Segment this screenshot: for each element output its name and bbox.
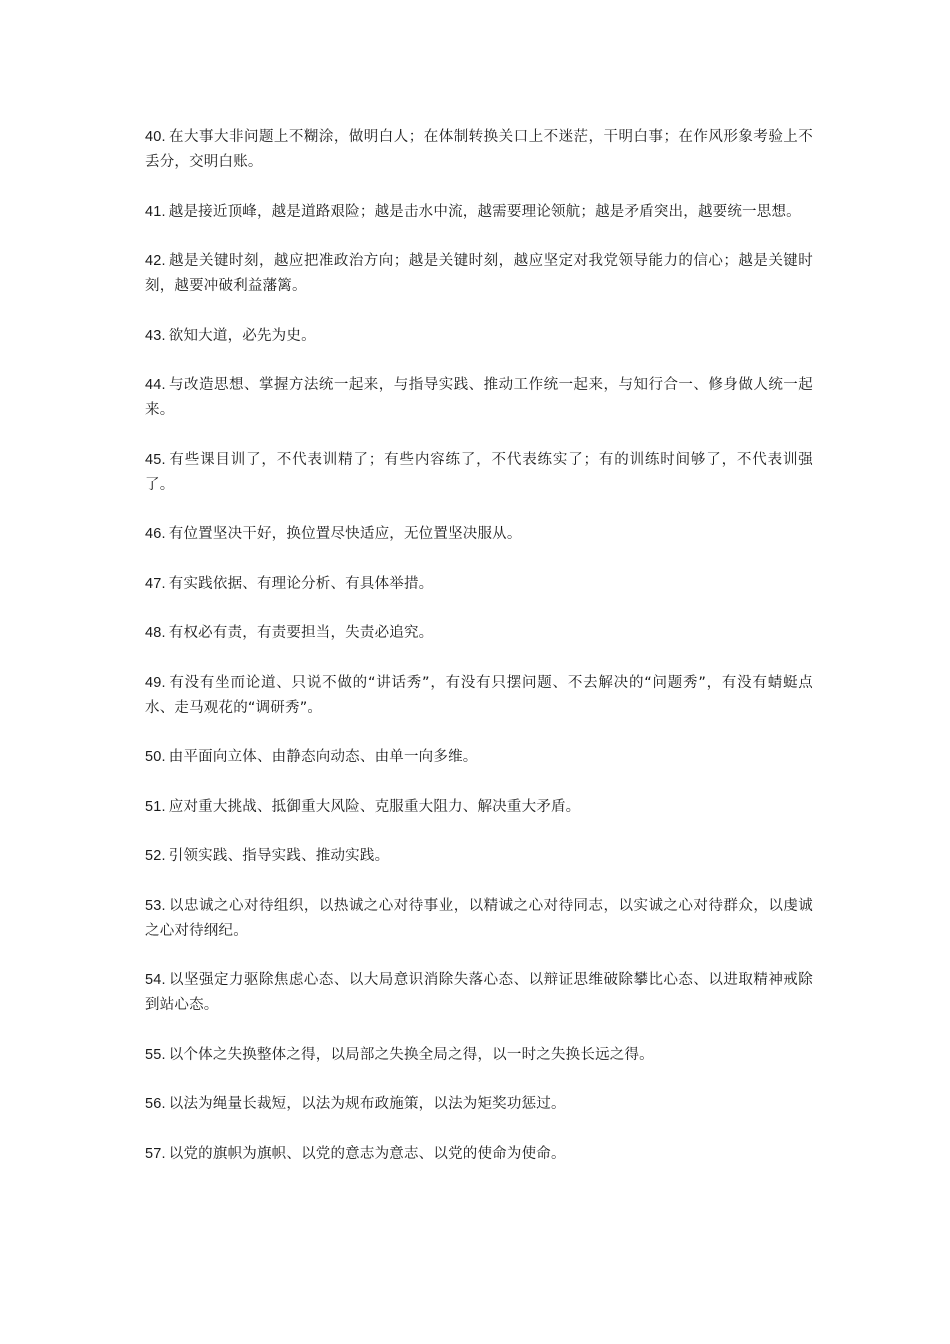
- item-number: 47.: [145, 575, 166, 592]
- item-number: 46.: [145, 526, 166, 542]
- item-text: 有位置坚决干好，换位置尽快适应，无位置坚决服从。: [168, 526, 522, 542]
- list-item: [145, 844, 813, 869]
- item-number: 52.: [145, 848, 166, 864]
- item-text: 以个体之失换整体之得，以局部之失换全局之得，以一时之失换长远之得。: [168, 1046, 654, 1063]
- item-number: 56.: [145, 1096, 166, 1112]
- item-number: 50.: [145, 749, 166, 765]
- item-text: 由平面向立体、由静态向动态、由单一向多维。: [168, 749, 478, 765]
- list-item: [145, 671, 813, 721]
- item-text: 与改造思想、掌握方法统一起来，与指导实践、推动工作统一起来，与知行合一、修身做人统一起来。: [145, 377, 813, 418]
- item-text: 以忠诚之心对待组织，以热诚之心对待事业，以精诚之心对待同志，以实诚之心对待群众，以虔诚之心对待纲纪。: [145, 897, 813, 939]
- item-text: 应对重大挑战、抵御重大风险、克服重大阻力、解决重大矛盾。: [168, 798, 581, 815]
- item-number: 51.: [145, 798, 166, 815]
- item-number: 48.: [145, 625, 166, 641]
- item-text: 欲知大道，必先为史。: [168, 327, 316, 344]
- item-number: 54.: [145, 972, 166, 988]
- list-item: [145, 448, 813, 498]
- item-text: 越是接近顶峰，越是道路艰险；越是击水中流，越需要理论领航；越是矛盾突出，越要统一思想。: [168, 203, 801, 220]
- item-number: 42.: [145, 253, 166, 269]
- item-text: 以法为绳量长裁短，以法为规布政施策，以法为矩奖功惩过。: [168, 1096, 566, 1112]
- list-item: [145, 795, 813, 820]
- list-item: [145, 249, 813, 299]
- item-number: 43.: [145, 327, 166, 344]
- item-text: 有些课目训了，不代表训精了；有些内容练了，不代表练实了；有的训练时间够了，不代表训强了。: [145, 451, 813, 493]
- item-text: 在大事大非问题上不糊涂，做明白人；在体制转换关口上不迷茫，干明白事；在作风形象考验上不丢分，交明白账。: [145, 129, 813, 170]
- item-number: 57.: [145, 1145, 166, 1162]
- item-text: 有没有坐而论道、只说不做的“讲话秀”，有没有只摆问题、不去解决的“问题秀”，有没有蜻蜓点水、走马观花的“调研秀”。: [145, 674, 813, 716]
- item-number: 44.: [145, 377, 166, 393]
- item-number: 55.: [145, 1046, 166, 1063]
- list-item: [145, 522, 813, 547]
- item-text: 有权必有责，有责要担当，失责必追究。: [168, 625, 434, 641]
- item-number: 41.: [145, 203, 166, 220]
- list-item: [145, 324, 813, 349]
- list-item: [145, 894, 813, 944]
- item-number: 49.: [145, 674, 166, 691]
- list-item: [145, 572, 813, 597]
- item-text: 有实践依据、有理论分析、有具体举措。: [168, 575, 434, 592]
- item-text: 引领实践、指导实践、推动实践。: [168, 848, 390, 864]
- item-number: 53.: [145, 897, 166, 914]
- list-item: [145, 125, 813, 175]
- list-item: [145, 745, 813, 770]
- list-item: [145, 1142, 813, 1167]
- document-body: [145, 125, 813, 1191]
- list-item: [145, 621, 813, 646]
- list-item: [145, 968, 813, 1018]
- list-item: [145, 1092, 813, 1117]
- list-item: [145, 200, 813, 225]
- item-text: 以党的旗帜为旗帜、以党的意志为意志、以党的使命为使命。: [168, 1145, 566, 1162]
- item-number: 40.: [145, 129, 166, 145]
- list-item: [145, 373, 813, 423]
- item-text: 以坚强定力驱除焦虑心态、以大局意识消除失落心态、以辩证思维破除攀比心态、以进取精神戒除到站心态。: [145, 972, 813, 1013]
- item-number: 45.: [145, 451, 166, 468]
- list-item: [145, 1043, 813, 1068]
- item-text: 越是关键时刻，越应把准政治方向；越是关键时刻，越应坚定对我党领导能力的信心；越是关键时刻，越要冲破利益藩篱。: [145, 253, 813, 294]
